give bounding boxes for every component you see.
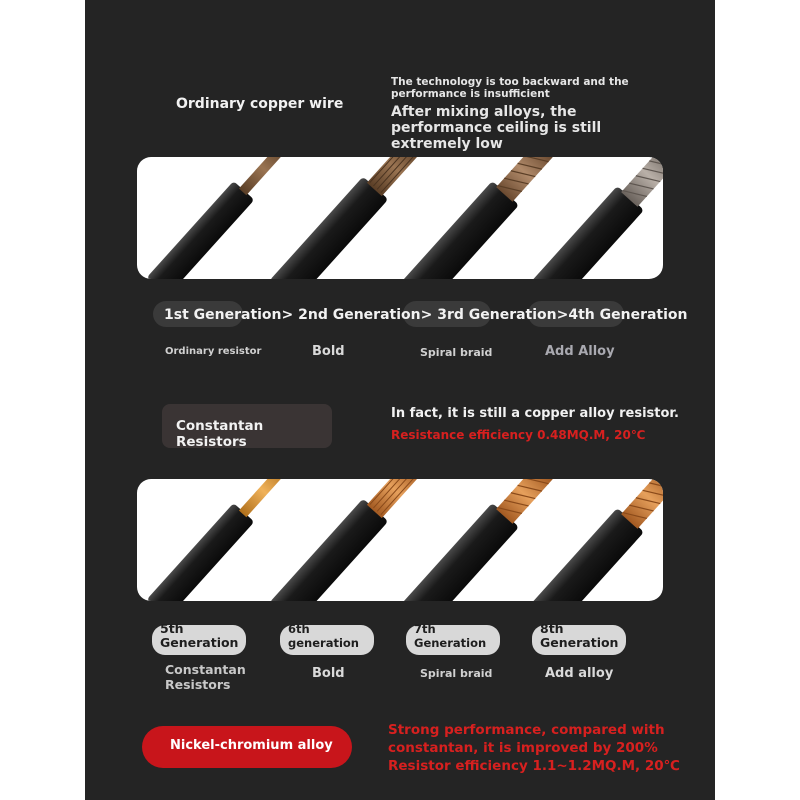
wire-gen2 [269, 157, 427, 279]
nichrome-badge-label: Nickel-chromium alloy [170, 738, 333, 753]
gen6-pill [280, 622, 374, 655]
wires-illustration-bottom [137, 479, 663, 601]
nichrome-line3: Resistor efficiency 1.1~1.2MQ.M, 20℃ [388, 758, 681, 774]
label-add-alloy: Add Alloy [545, 344, 615, 359]
constantan-badge [162, 404, 332, 448]
technology-note: The technology is too backward and the performance is insufficient [391, 76, 629, 100]
generations-header-row1: 1st Generation> 2nd Generation> 3rd Generation>4th Generation [164, 307, 688, 323]
label-spiral-braid: Spiral braid [420, 346, 493, 359]
wires-illustration-top [137, 157, 663, 279]
label-bold: Bold [312, 344, 345, 359]
nichrome-badge [142, 726, 352, 768]
wire-gen4 [524, 157, 663, 279]
gen7-label: 7th Generation [414, 622, 487, 650]
gen5-pill [152, 621, 246, 655]
wire-gen5 [147, 479, 295, 601]
wire-gen8 [524, 479, 663, 601]
wire-gen1 [147, 157, 295, 279]
alloy-note: After mixing alloys, the performance ceiling is still extremely low [391, 104, 602, 152]
wires-card-bottom [137, 479, 663, 601]
nichrome-line1: Strong performance, compared with [388, 722, 665, 738]
gen6-label: 6th generation [288, 622, 359, 650]
nichrome-line2: constantan, it is improved by 200% [388, 740, 658, 756]
wires-card-top [137, 157, 663, 279]
label-ordinary-resistor: Ordinary resistor [165, 346, 262, 357]
wire-gen7 [399, 479, 558, 601]
gen8-pill [532, 621, 626, 655]
ordinary-copper-wire-title: Ordinary copper wire [176, 96, 344, 112]
label-add-alloy-2: Add alloy [545, 666, 614, 681]
gen7-pill [406, 622, 500, 655]
wire-gen3 [399, 157, 558, 279]
wire-gen6 [269, 479, 427, 601]
gen8-label: 8th Generation [540, 621, 619, 650]
label-bold-2: Bold [312, 666, 345, 681]
label-constantan-resistors: Constantan Resistors [165, 662, 246, 692]
constantan-badge-label: Constantan Resistors [176, 418, 264, 450]
gen5-label: 5th Generation [160, 621, 239, 650]
constantan-fact: In fact, it is still a copper alloy resistor. [391, 406, 679, 421]
label-spiral-braid-2: Spiral braid [420, 667, 493, 680]
constantan-efficiency: Resistance efficiency 0.48MQ.M, 20℃ [391, 428, 646, 442]
